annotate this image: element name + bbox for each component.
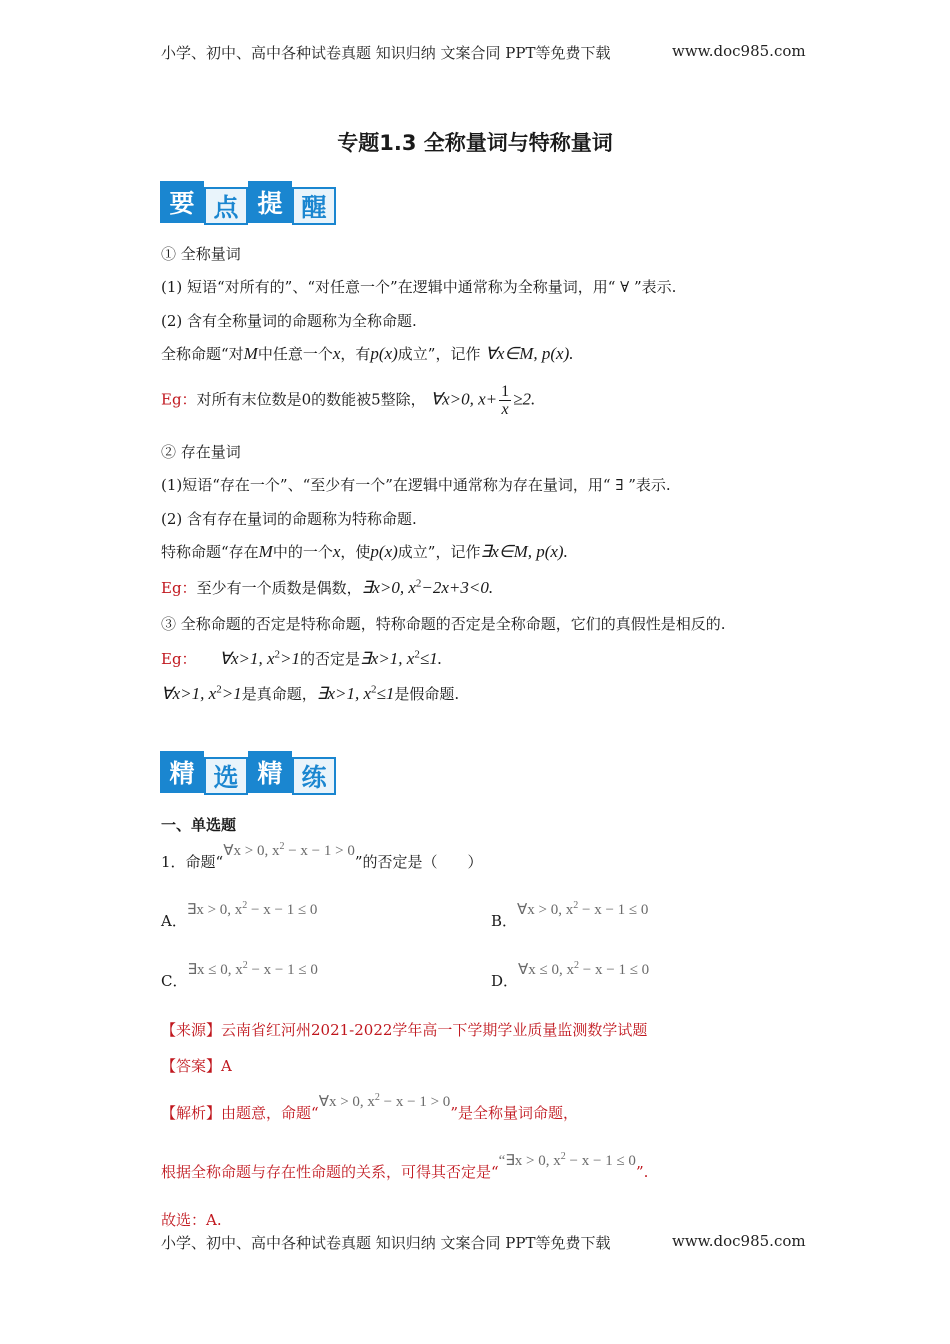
sec2-p1: (1)短语“存在一个”、“至少有一个”在逻辑中通常称为存在量词，用“ ∃ ”表示. bbox=[161, 476, 671, 494]
badge-tile: 练 bbox=[292, 757, 336, 795]
badge-tile: 选 bbox=[204, 757, 248, 795]
math-part: ≤1. bbox=[419, 649, 442, 668]
math-part: − x − 1 ≤ 0 bbox=[579, 962, 650, 978]
sec1-p2: (2) 含有全称量词的命题称为全称命题. bbox=[161, 312, 417, 330]
text: 是假命题. bbox=[394, 685, 460, 703]
math-part: ∃x ≤ 0, x bbox=[187, 962, 243, 978]
math-part: − x − 1 > 0 bbox=[284, 843, 355, 859]
superscript: 2 bbox=[560, 1151, 566, 1162]
eg-label: Eg： bbox=[161, 390, 197, 409]
superscript: 2 bbox=[574, 960, 580, 971]
math-formula bbox=[161, 684, 242, 703]
math-part: >1 bbox=[280, 649, 301, 668]
math-M: M bbox=[243, 344, 258, 363]
fraction bbox=[499, 383, 511, 418]
superscript: 2 bbox=[371, 683, 377, 696]
sec1-example bbox=[161, 383, 535, 418]
math-part: ∀x > 0, x bbox=[223, 843, 280, 859]
text: ”是全称量词命题， bbox=[450, 1104, 578, 1122]
superscript: 2 bbox=[216, 683, 222, 696]
badge-tile: 醒 bbox=[292, 187, 336, 225]
badge-tile: 提 bbox=[248, 181, 292, 223]
superscript: 2 bbox=[274, 648, 281, 661]
superscript: 2 bbox=[414, 648, 420, 661]
math-part: ∀x > 0, x bbox=[517, 902, 574, 918]
sec3-example-line2 bbox=[161, 683, 459, 704]
superscript: 2 bbox=[242, 960, 248, 971]
option-formula bbox=[518, 962, 649, 978]
analysis-label: 【解析】 bbox=[161, 1104, 222, 1122]
sec3-title: ③ 全称命题的否定是特称命题，特称命题的否定是全称命题，它们的真假性是相反的. bbox=[161, 615, 726, 633]
footer-url[interactable]: www.doc985.com bbox=[672, 1232, 806, 1250]
superscript: 2 bbox=[374, 1092, 380, 1103]
text: 的否定是 bbox=[300, 650, 361, 668]
option-label: D． bbox=[491, 972, 519, 990]
fraction-denominator: x bbox=[501, 401, 509, 418]
text: ，使 bbox=[340, 543, 371, 561]
sec1-p1: (1) 短语“对所有的”、“对任意一个”在逻辑中通常称为全称量词，用“ ∀ ”表示. bbox=[161, 278, 677, 296]
text: ”的否定是（ ） bbox=[354, 853, 483, 871]
page-title: 专题1.3 全称量词与特称量词 bbox=[337, 131, 613, 155]
analysis-line1 bbox=[161, 1092, 578, 1123]
math-x: x bbox=[332, 542, 341, 561]
math-part: − x − 1 > 0 bbox=[379, 1094, 451, 1110]
sec2-title: ② 存在量词 bbox=[161, 443, 241, 461]
badge-tile: 要 bbox=[160, 181, 204, 223]
text: 至少有一个质数是偶数， bbox=[196, 579, 362, 597]
superscript: 2 bbox=[279, 841, 285, 852]
math-part: ∃x > 0, x bbox=[186, 902, 243, 918]
eg-label: Eg： bbox=[161, 579, 197, 597]
math-formula bbox=[362, 578, 494, 597]
badge-practice bbox=[160, 751, 336, 795]
text: 由题意，命题“ bbox=[221, 1104, 319, 1122]
math-formula bbox=[219, 649, 300, 668]
math-part: ∀x ≤ 0, x bbox=[518, 962, 575, 978]
sec2-example bbox=[161, 577, 493, 598]
math-part: ∃x>0, x bbox=[361, 578, 416, 597]
math-p: p(x) bbox=[370, 542, 398, 561]
text: 全称命题“对 bbox=[161, 345, 244, 363]
math-part: ∃x>1, x bbox=[360, 649, 415, 668]
sec2-p2: (2) 含有存在量词的命题称为特称命题. bbox=[161, 510, 417, 528]
header-left: 小学、初中、高中各种试卷真题 知识归纳 文案合同 PPT等免费下载 bbox=[161, 44, 611, 62]
text: 成立”，记作 bbox=[397, 345, 481, 363]
math-formula bbox=[317, 684, 395, 703]
superscript: 2 bbox=[415, 577, 422, 590]
math-part: − x − 1 ≤ 0 bbox=[565, 1153, 636, 1169]
question-answer: 【答案】A bbox=[161, 1057, 232, 1075]
eg-label: Eg： bbox=[161, 650, 197, 668]
question-1 bbox=[161, 841, 483, 872]
superscript: 2 bbox=[573, 900, 579, 911]
math-M: M bbox=[258, 542, 273, 561]
text: 中的一个 bbox=[272, 543, 333, 561]
section-heading-single-choice: 一、单选题 bbox=[161, 816, 237, 834]
text: 中任意一个 bbox=[257, 345, 333, 363]
sec3-example-line1 bbox=[161, 648, 442, 669]
badge-tile: 点 bbox=[204, 187, 248, 225]
option-formula bbox=[187, 902, 318, 918]
analysis-formula bbox=[319, 1094, 451, 1110]
sec1-p3 bbox=[161, 343, 574, 364]
option-label: B． bbox=[491, 912, 518, 930]
fraction-numerator: 1 bbox=[501, 383, 510, 400]
math-part: ∀x>1, x bbox=[219, 649, 275, 668]
option-c[interactable] bbox=[161, 960, 318, 991]
text: 根据全称命题与存在性命题的关系，可得其否定是“ bbox=[161, 1163, 499, 1181]
text: ”. bbox=[635, 1163, 649, 1181]
question-source: 【来源】云南省红河州2021-2022学年高一下学期学业质量监测数学试题 bbox=[161, 1021, 648, 1039]
analysis-conclusion: 故选：A. bbox=[161, 1211, 222, 1229]
math-formula: ∀x∈M, p(x). bbox=[485, 344, 574, 363]
math-part: ∃x>1, x bbox=[316, 684, 372, 703]
text: ，有 bbox=[340, 345, 371, 363]
math-formula: ∀x>0, x+ bbox=[430, 389, 498, 409]
text: 对所有末位数是0的数能被5整除， bbox=[196, 390, 426, 409]
option-formula bbox=[187, 962, 317, 978]
math-x: x bbox=[332, 344, 341, 363]
option-formula bbox=[517, 902, 648, 918]
math-part: − x − 1 ≤ 0 bbox=[578, 902, 649, 918]
superscript: 2 bbox=[242, 900, 248, 911]
footer-left: 小学、初中、高中各种试卷真题 知识归纳 文案合同 PPT等免费下载 bbox=[161, 1234, 611, 1252]
sec1-title: ① 全称量词 bbox=[161, 245, 241, 263]
text: 特称命题“存在 bbox=[161, 543, 259, 561]
sec2-p3 bbox=[161, 541, 568, 562]
math-part: ∀x>1, x bbox=[161, 684, 217, 703]
math-p: p(x) bbox=[370, 344, 398, 363]
math-formula bbox=[360, 649, 442, 668]
math-part: ≤1 bbox=[376, 684, 395, 703]
text: 成立”，记作 bbox=[397, 543, 481, 561]
math-part: −2x+3<0. bbox=[421, 578, 494, 597]
badge-key-points bbox=[160, 181, 336, 225]
analysis-formula bbox=[499, 1153, 636, 1169]
question-formula bbox=[223, 843, 355, 859]
option-label: C． bbox=[161, 972, 188, 990]
text: 是真命题， bbox=[241, 685, 317, 703]
header-url[interactable]: www.doc985.com bbox=[672, 42, 806, 60]
math-part: − x − 1 ≤ 0 bbox=[247, 962, 318, 978]
math-formula: ∃x∈M, p(x). bbox=[480, 542, 568, 561]
math-part: >1 bbox=[221, 684, 242, 703]
math-formula: ≥2. bbox=[513, 389, 536, 409]
badge-tile: 精 bbox=[160, 751, 204, 793]
option-label: A． bbox=[161, 912, 187, 930]
badge-tile: 精 bbox=[248, 751, 292, 793]
question-number: 1．命题“ bbox=[161, 853, 224, 871]
math-part: “∃x > 0, x bbox=[498, 1153, 561, 1169]
analysis-line2 bbox=[161, 1151, 649, 1182]
math-part: ∀x > 0, x bbox=[318, 1094, 375, 1110]
math-part: − x − 1 ≤ 0 bbox=[247, 902, 318, 918]
